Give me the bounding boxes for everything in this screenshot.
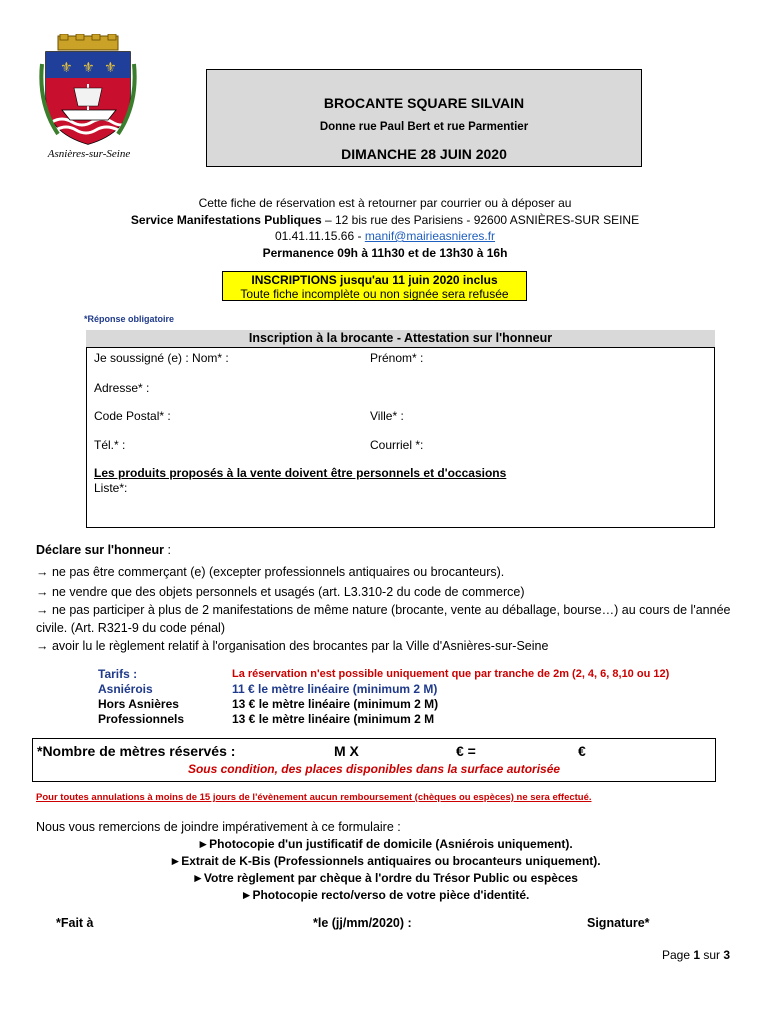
city-crest-logo — [38, 34, 138, 146]
document-item: ►Photocopie d'un justificatif de domicile (Asniérois uniquement). — [197, 837, 573, 851]
document-item: ►Extrait de K-Bis (Professionnels antiquaires ou brocanteurs uniquement). — [169, 854, 601, 868]
phone-number: 01.41.11.15.66 - — [274, 229, 365, 243]
required-documents — [40, 836, 730, 904]
document-item: ►Votre règlement par chèque à l'ordre du Trésor Public ou espèces — [192, 871, 578, 885]
svg-text:⚜: ⚜ — [60, 60, 73, 76]
postal-code-field[interactable]: Code Postal* : — [94, 409, 171, 423]
deadline-date: INSCRIPTIONS jusqu'au 11 juin 2020 inclus — [251, 273, 498, 287]
cancellation-policy: Pour toutes annulations à moins de 15 jours de l'évènement aucun remboursement (chèques ou espèces) ne sera effectué. — [36, 792, 592, 803]
declaration-heading — [36, 543, 171, 557]
event-location: Donne rue Paul Bert et rue Parmentier — [319, 121, 529, 133]
service-street: – 12 bis rue des Parisiens - 92600 ASNIÈRES-SUR SEINE — [321, 212, 640, 227]
tarif-label: Hors Asnières — [98, 697, 179, 711]
declaration-item: → avoir lu le règlement relatif à l'organisation des brocantes par la Ville d'Asnières-sur-Seine — [36, 639, 549, 653]
tarif-values — [232, 667, 669, 727]
meters-reserved-field[interactable]: *Nombre de mètres réservés : — [37, 743, 236, 759]
tarif-value: 13 € le mètre linéaire (minimum 2 M — [232, 712, 435, 726]
declaration-item: → ne vendre que des objets personnels et usagés (art. L3.310-2 du code de commerce) — [36, 585, 525, 599]
form-heading: Inscription à la brocante - Attestation sur l'honneur — [86, 330, 715, 348]
meters-multiplier: M X — [334, 743, 359, 759]
title-box — [206, 69, 642, 167]
firstname-field[interactable]: Prénom* : — [370, 351, 424, 365]
service-name: Service Manifestations Publiques — [130, 212, 322, 227]
crest-caption: Asnières-sur-Seine — [47, 148, 131, 160]
attachments-intro: Nous vous remercions de joindre impérativement à ce formulaire : — [36, 820, 401, 834]
tarif-heading: Tarifs : — [98, 667, 138, 681]
tarif-labels — [98, 667, 184, 727]
declaration-item: → ne pas participer à plus de 2 manifestations de même nature (brocante, vente au déballage, bourse…) au cours de l'année civile. (Art. R321-9 du code pénal) — [36, 603, 731, 635]
office-hours: Permanence 09h à 11h30 et de 13h30 à 16h — [262, 245, 508, 260]
page-mid: sur — [700, 948, 724, 962]
page-current: 1 — [693, 948, 701, 962]
tarif-value: 13 € le mètre linéaire (minimum 2 M) — [232, 697, 439, 711]
page-prefix: Page — [662, 948, 694, 962]
tarif-label: Asniérois — [98, 682, 153, 696]
signature-field[interactable]: Signature* — [587, 916, 650, 930]
svg-text:⚜: ⚜ — [104, 60, 117, 76]
total-field[interactable]: € — [578, 743, 586, 759]
document-item: ►Photocopie recto/verso de votre pièce d'identité. — [240, 888, 530, 902]
page-number — [662, 948, 730, 962]
page-total: 3 — [723, 948, 731, 962]
tarif-note: La réservation n'est possible uniquement que par tranche de 2m (2, 4, 6, 8,10 ou 12) — [232, 668, 670, 680]
event-date: DIMANCHE 28 JUIN 2020 — [341, 146, 507, 162]
address-field[interactable]: Adresse* : — [94, 381, 150, 395]
required-note: *Réponse obligatoire — [84, 314, 175, 324]
name-field[interactable]: Je soussigné (e) : Nom* : — [94, 351, 229, 365]
date-field[interactable]: *le (jj/mm/2020) : — [313, 916, 412, 930]
email-field[interactable]: Courriel *: — [370, 438, 424, 452]
intro-line: Cette fiche de réservation est à retourner par courrier ou à déposer au — [198, 196, 572, 210]
declaration-title: Déclare sur l'honneur — [36, 543, 165, 557]
item-list-field[interactable]: Liste*: — [94, 481, 128, 495]
contact-line — [40, 228, 730, 245]
svg-text:⚜: ⚜ — [82, 60, 95, 76]
email-link[interactable]: manif@mairieasnieres.fr — [364, 229, 496, 243]
service-address — [40, 212, 730, 229]
price-per-meter-field[interactable]: € = — [456, 743, 476, 759]
intro-text — [40, 195, 730, 261]
tarif-value: 11 € le mètre linéaire (minimum 2 M) — [232, 682, 438, 696]
products-notice: Les produits proposés à la vente doivent être personnels et d'occasions — [94, 466, 507, 480]
declaration-item: → ne pas être commerçant (e) (excepter professionnels antiquaires ou brocanteurs). — [36, 565, 505, 579]
deadline-banner — [222, 271, 527, 301]
availability-condition: Sous condition, des places disponibles dans la surface autorisée — [187, 762, 561, 776]
event-title: BROCANTE SQUARE SILVAIN — [323, 95, 525, 111]
city-field[interactable]: Ville* : — [370, 409, 404, 423]
declaration-colon: : — [164, 543, 171, 557]
phone-field[interactable]: Tél.* : — [94, 438, 126, 452]
place-field[interactable]: *Fait à — [56, 916, 94, 930]
tarif-label: Professionnels — [98, 712, 185, 726]
deadline-warning: Toute fiche incomplète ou non signée sera refusée — [240, 287, 509, 301]
